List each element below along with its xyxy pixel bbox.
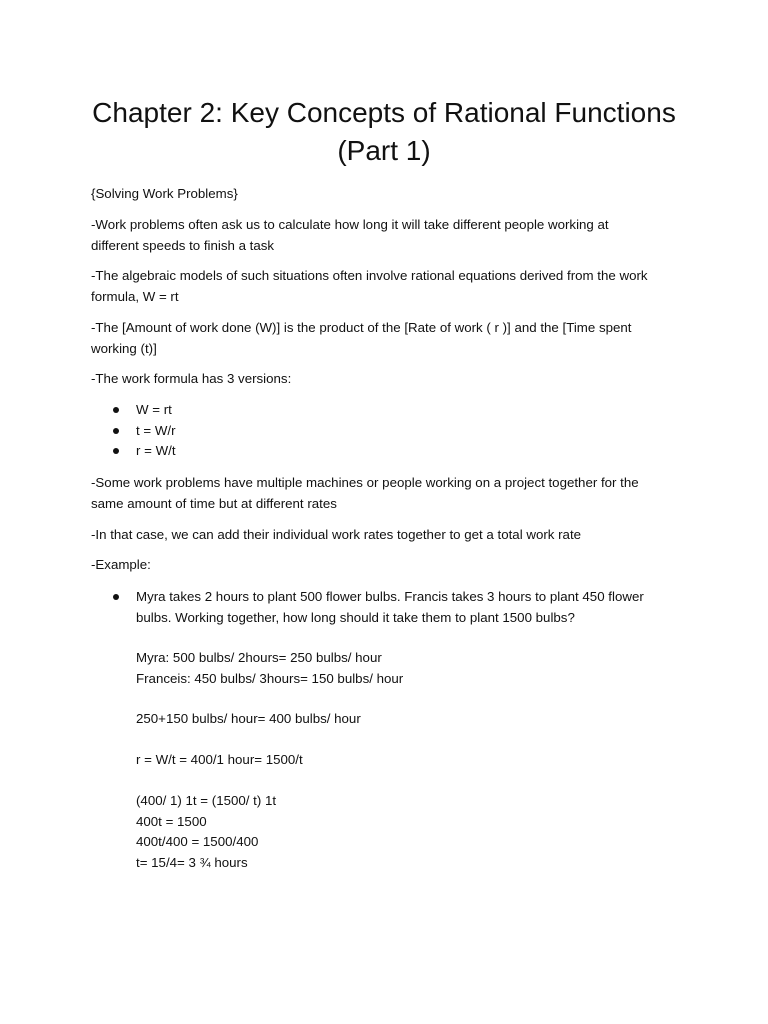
example-list — [113, 587, 644, 628]
calc-rate-equation: r = W/t = 400/1 hour= 1500/t — [136, 752, 303, 767]
calc-line: Myra: 500 bulbs/ 2hours= 250 bulbs/ hour — [136, 650, 382, 665]
formula-text: r = W/t — [136, 443, 176, 458]
page-title — [60, 94, 708, 170]
section-heading: {Solving Work Problems} — [91, 186, 238, 201]
title-line-1: Chapter 2: Key Concepts of Rational Functions — [92, 97, 676, 128]
paragraph-line: working (t)] — [91, 340, 157, 356]
example-line: bulbs. Working together, how long should it take them to plant 1500 bulbs? — [136, 609, 575, 625]
title-line-2: (Part 1) — [337, 135, 431, 166]
paragraph-add-rates: -In that case, we can add their individual work rates together to get a total work rate — [91, 527, 582, 542]
paragraph-line: -The [Amount of work done (W)] is the product of the [Rate of work ( r )] and the [Time spent — [91, 320, 632, 335]
paragraph-work-definition — [91, 318, 691, 359]
formula-text: W = rt — [136, 402, 172, 417]
list-item — [113, 421, 176, 442]
paragraph-line: formula, W = rt — [91, 288, 179, 304]
paragraph-line: different speeds to finish a task — [91, 237, 275, 253]
paragraph-line: -Some work problems have multiple machines or people working on a project together for the — [91, 475, 639, 490]
paragraph-multiple-machines — [91, 473, 691, 514]
paragraph-line: same amount of time but at different rates — [91, 495, 337, 511]
paragraph-formula-versions: -The work formula has 3 versions: — [91, 371, 292, 386]
calc-line: (400/ 1) 1t = (1500/ t) 1t — [136, 793, 277, 808]
paragraph-algebraic-models — [91, 266, 691, 307]
calc-combined-rate: 250+150 bulbs/ hour= 400 bulbs/ hour — [136, 711, 361, 726]
paragraph-line: -The algebraic models of such situations often involve rational equations derived from the work — [91, 268, 648, 283]
list-item — [113, 587, 644, 628]
calc-individual-rates — [136, 648, 403, 689]
formula-list — [113, 400, 176, 462]
list-item — [113, 400, 176, 421]
paragraph-work-problems — [91, 215, 691, 256]
formula-text: t = W/r — [136, 422, 176, 438]
bullet-icon — [113, 428, 119, 434]
calc-line: 400t = 1500 — [136, 813, 207, 829]
paragraph-line: -Work problems often ask us to calculate how long it will take different people working at — [91, 217, 609, 232]
bullet-icon — [113, 407, 119, 413]
calc-line: Franceis: 450 bulbs/ 3hours= 150 bulbs/ hour — [136, 670, 404, 686]
calc-solve-steps — [136, 791, 276, 873]
bullet-icon — [113, 594, 119, 600]
calc-line: 400t/400 = 1500/400 — [136, 834, 259, 849]
list-item — [113, 441, 176, 462]
calc-line: t= 15/4= 3 ¾ hours — [136, 854, 248, 870]
paragraph-example-label: -Example: — [91, 557, 151, 572]
bullet-icon — [113, 448, 119, 454]
example-line: Myra takes 2 hours to plant 500 flower bulbs. Francis takes 3 hours to plant 450 flower — [136, 589, 644, 604]
